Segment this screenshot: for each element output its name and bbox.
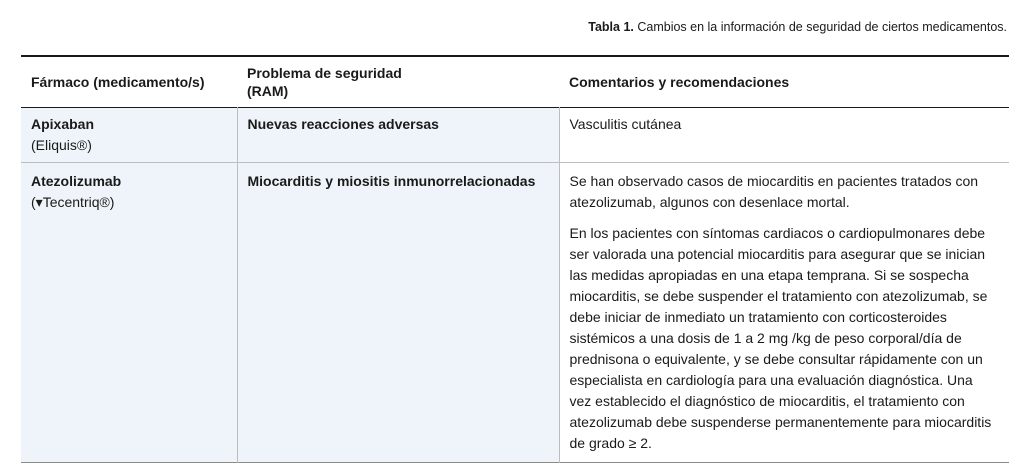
safety-table bbox=[21, 55, 1009, 463]
problem-cell bbox=[237, 162, 559, 462]
table-header-row bbox=[21, 56, 1009, 107]
header-comments-label: Comentarios y recomendaciones bbox=[569, 73, 790, 90]
table-row bbox=[21, 162, 1009, 462]
header-problem-line2: (RAM) bbox=[247, 82, 289, 99]
comments-cell bbox=[559, 107, 1009, 162]
table-row bbox=[21, 107, 1009, 162]
drug-brand: (▾Tecentriq®) bbox=[31, 193, 115, 210]
caption-label: Tabla 1. bbox=[588, 20, 634, 34]
comment-paragraph: Se han observado casos de miocarditis en pacientes tratados con atezolizumab, algunos con desenlace mortal. bbox=[569, 172, 979, 210]
drug-brand: (Eliquis®) bbox=[31, 136, 92, 153]
header-problem bbox=[237, 56, 559, 107]
table-caption bbox=[588, 20, 1007, 34]
drug-cell bbox=[21, 107, 237, 162]
problem-cell bbox=[237, 107, 559, 162]
header-problem-line1: Problema de seguridad bbox=[247, 64, 402, 81]
comment-paragraph: En los pacientes con síntomas cardiacos o cardiopulmonares debe ser valorada una potencial miocarditis para asegurar que se inician las medidas apropiadas en una etapa temprana. Si se sospecha miocarditis, se debe suspender el tratamiento con atezolizumab, se debe iniciar de inmediato un tratamiento con corticosteroides sistémicos a una dosis de 1 a 2 mg /kg de peso corporal/día de prednisona o equivalente, y se debe consultar rápidamente con un especialista en cardiología para una evaluación diagnóstica. Una vez establecido el diagnóstico de miocarditis, el tratamiento con atezolizumab debe suspenderse permanentemente para miocarditis de grado ≥ 2. bbox=[569, 224, 992, 451]
drug-name: Atezolizumab bbox=[31, 172, 122, 189]
drug-name: Apixaban bbox=[31, 115, 95, 132]
header-drug-label: Fármaco (medicamento/s) bbox=[31, 73, 205, 90]
header-drug bbox=[21, 56, 237, 107]
drug-cell bbox=[21, 162, 237, 462]
caption-text: Cambios en la información de seguridad de ciertos medicamentos. bbox=[637, 20, 1007, 34]
safety-problem: Miocarditis y miositis inmunorrelacionadas bbox=[247, 172, 536, 189]
safety-problem: Nuevas reacciones adversas bbox=[247, 115, 439, 132]
comment-paragraph: Vasculitis cutánea bbox=[569, 115, 682, 132]
comments-cell bbox=[559, 162, 1009, 462]
header-comments bbox=[559, 56, 1009, 107]
